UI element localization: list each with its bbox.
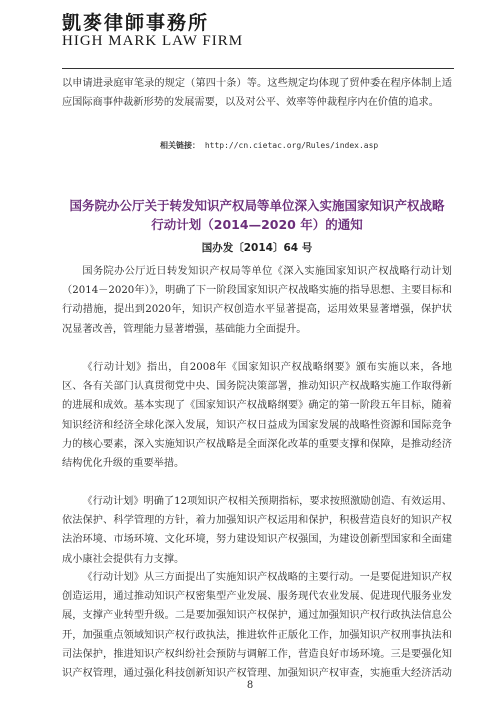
article-title-line2: 行动计划（2014—2020 年）的通知 [151, 217, 363, 232]
source-url-link[interactable]: http://cn.cietac.org/Rules/index.asp [204, 141, 379, 150]
logo-chinese-name: 凱麥律師事務所 [62, 12, 210, 34]
header-divider [62, 68, 454, 69]
logo-english-name: HIGH MARK LAW FIRM [62, 33, 244, 49]
body-paragraph-4: 《行动计划》从三方面提出了实施知识产权战略的主要行动。一是要促进知识产权创造运用，通过推动知识产权密集型产业发展、服务现代农业发展、促进现代服务业发展，支撑产业转型升级。二是要加强知识产权保护，通过加强知识产权行政执法信息公开，加强重点领域知识产权行政执法，推进软件正版化工作，加强知识产权刑事执法和司法保护，推进知识产权纠纷社会预防与调解工作，营造良好市场环境。三是要强化知识产权管理，通过强化科技创新知识产权管理、加强知识产权审查，实施重大经济活动 [62, 572, 452, 680]
source-label: 相关链接： [160, 140, 200, 150]
article-title-line1: 国务院办公厅关于转发知识产权局等单位深入实施国家知识产权战略 [69, 198, 445, 213]
page-number: 8 [246, 680, 254, 691]
source-link-line [160, 140, 378, 151]
body-paragraph-1: 国务院办公厅近日转发知识产权局等单位《深入实施国家知识产权战略行动计划（2014－2020年）》，明确了下一阶段国家知识产权战略实施的指导思想、主要目标和行动措施，提出到2020年，知识产权创造水平显著提高，运用效果显著增强，保护状况显著改善，管理能力显著增强，基础能力全面提升。 [62, 266, 452, 335]
document-number: 国办发〔2014〕64 号 [201, 242, 313, 254]
body-paragraph-3: 《行动计划》明确了12项知识产权相关预期指标，要求按照激励创造、有效运用、依法保护、科学管理的方针，着力加强知识产权运用和保护，积极营造良好的知识产权法治环境、市场环境、文化环境，努力建设知识产权强国，为建设创新型国家和全面建成小康社会提供有力支撑。 [62, 496, 452, 565]
body-paragraph-2: 《行动计划》指出，自2008年《国家知识产权战略纲要》颁布实施以来，各地区、各有关部门认真贯彻党中央、国务院决策部署，推动知识产权战略实施工作取得新的进展和成效。基本实现了《国家知识产权战略纲要》确定的第一阶段五年目标，随着知识经济和经济全球化深入发展，知识产权日益成为国家发展的战略性资源和国际竞争力的核心要素，深入实施知识产权战略是全面深化改革的重要支撑和保障，是推动经济结构优化升级的重要举措。 [62, 362, 452, 470]
intro-paragraph: 以申请进录庭审笔录的规定（第四十条）等。这些规定均体现了贸仲委在程序体制上适应国际商事仲裁新形势的发展需要，以及对公平、效率等仲裁程序内在价值的追求。 [62, 78, 452, 109]
